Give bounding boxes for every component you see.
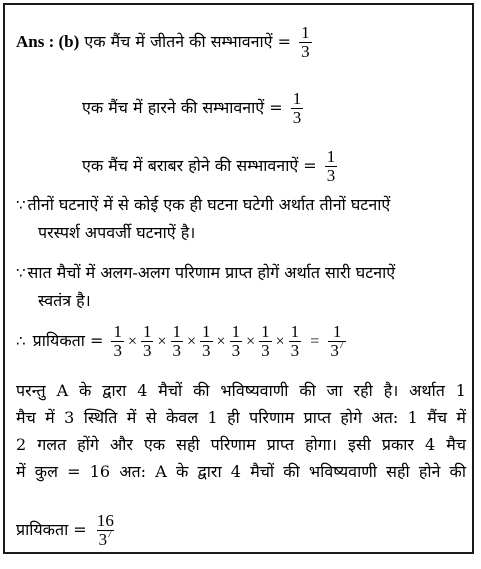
factor-fraction — [200, 323, 213, 360]
paragraph-line: मैच में 3 स्थिति में से केवल 1 ही परिणाम प्राप्त होगे अत: 1 मैंच में — [16, 408, 466, 427]
because-mutually-exclusive — [16, 191, 390, 246]
result-denominator-base: 3 — [330, 341, 339, 360]
factor-denominator: 3 — [290, 341, 300, 360]
final-numerator: 16 — [96, 511, 114, 530]
answer-line-lose — [82, 90, 306, 127]
because-independent — [16, 259, 395, 314]
factor-denominator: 3 — [261, 341, 270, 360]
final-fraction — [95, 512, 116, 549]
factor-numerator: 1 — [202, 322, 211, 341]
paragraph-line: में कुल = 16 अत: A के द्वारा 4 मैचों की भविष्यवाणी सही होने की — [16, 462, 466, 481]
factor-fraction — [141, 323, 154, 360]
times-sign: × — [127, 332, 137, 350]
win-denominator: 3 — [301, 42, 310, 61]
factor-numerator: 1 — [113, 322, 122, 341]
draw-denominator: 3 — [326, 166, 336, 185]
times-sign: × — [157, 332, 167, 350]
equals-sign: = — [310, 332, 320, 350]
factor-fraction — [259, 323, 272, 360]
factor-numerator: 1 — [290, 322, 300, 341]
factor-denominator: 3 — [113, 341, 122, 360]
lose-denominator: 3 — [292, 108, 302, 127]
final-probability — [16, 512, 119, 549]
factor-numerator: 1 — [231, 322, 241, 341]
because-symbol: ∵ — [16, 196, 26, 214]
lose-probability-text: एक मैंच में हारने की सम्भावनाऐं = — [82, 98, 283, 117]
paragraph-line: परन्तु A के द्वारा 4 मैचों की भविष्यवाणी की जा रही है। अर्थात 1 — [16, 381, 466, 400]
result-numerator: 1 — [332, 322, 342, 341]
factor-denominator: 3 — [142, 341, 152, 360]
times-sign: × — [275, 332, 285, 350]
draw-numerator: 1 — [326, 147, 336, 166]
factor-denominator: 3 — [231, 341, 241, 360]
probability-product — [16, 323, 349, 360]
win-probability-text: एक मैंच में जीतने की सम्भावनाऐं = — [84, 32, 291, 51]
factor-fraction — [111, 323, 124, 360]
factor-numerator: 1 — [261, 322, 270, 341]
answer-label: Ans : (b) — [16, 32, 80, 51]
answer-line-win — [16, 24, 315, 61]
times-sign: × — [246, 332, 256, 350]
times-sign: × — [216, 332, 226, 350]
win-numerator: 1 — [301, 23, 310, 42]
paragraph-line: 2 गलत होंगे और एक सही परिणाम प्राप्त होगा। इसी प्रकार 4 मैच — [16, 435, 466, 454]
final-denominator-exponent: 7 — [107, 529, 113, 541]
final-denominator-base: 3 — [98, 530, 108, 549]
factor-fraction — [171, 323, 184, 360]
because1-line2: परस्पर्श अपवर्जी घटनाऐं है। — [38, 223, 196, 242]
factor-numerator: 1 — [172, 322, 182, 341]
probability-label: प्रायिकता = — [32, 331, 104, 350]
result-denominator — [328, 341, 346, 360]
result-denominator-exponent: 7 — [338, 340, 344, 352]
lose-fraction — [291, 90, 304, 127]
answer-line-draw — [82, 148, 340, 185]
factor-denominator: 3 — [172, 341, 182, 360]
draw-probability-text: एक मैंच में बराबर होने की सम्भावनाऐं = — [82, 156, 317, 175]
times-sign: × — [187, 332, 197, 350]
because1-line1: तीनों घटनाऐं में से कोई एक ही घटना घटेगी अर्थात तीनों घटनाऐं — [27, 195, 391, 214]
factor-fraction — [230, 323, 243, 360]
probability-factors — [108, 322, 304, 360]
final-denominator — [97, 530, 115, 549]
final-probability-label: प्रायिकता = — [16, 520, 87, 539]
factor-numerator: 1 — [142, 322, 152, 341]
because2-line2: स्वतंत्र है। — [38, 291, 91, 310]
draw-fraction — [325, 148, 338, 185]
because-symbol: ∵ — [16, 264, 26, 282]
explanation-paragraph — [16, 377, 466, 485]
therefore-symbol: ∴ — [16, 332, 26, 350]
result-fraction — [328, 323, 346, 360]
factor-denominator: 3 — [202, 341, 211, 360]
factor-fraction — [289, 323, 302, 360]
lose-numerator: 1 — [292, 89, 302, 108]
win-fraction — [299, 24, 312, 61]
because2-line1: सात मैचों में अलग-अलग परिणाम प्राप्त होगें अर्थात सारी घटनाऐं — [27, 263, 396, 282]
